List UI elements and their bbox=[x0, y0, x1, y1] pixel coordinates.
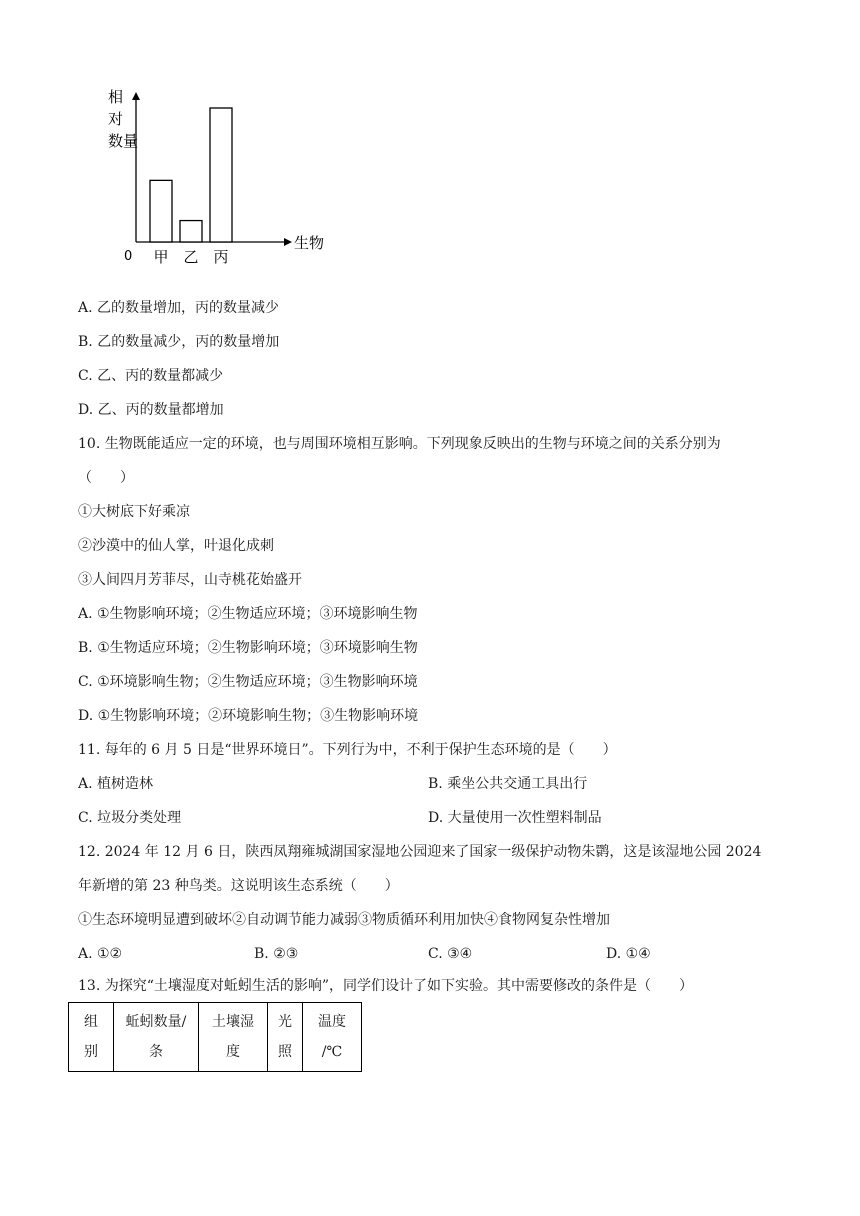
q9-option-c: C. 乙、丙的数量都减少 bbox=[78, 368, 224, 384]
q10-blank: （ ） bbox=[78, 470, 134, 486]
q10-item-3: ③人间四月芳菲尽，山寺桃花始盛开 bbox=[78, 572, 302, 588]
x-axis-arrow bbox=[284, 238, 292, 246]
header-earthworm-count: 蚯蚓数量/ 条 bbox=[114, 1003, 199, 1072]
q9-option-b: B. 乙的数量减少，丙的数量增加 bbox=[78, 334, 280, 350]
q10-item-2: ②沙漠中的仙人掌，叶退化成刺 bbox=[78, 538, 274, 554]
header-light: 光 照 bbox=[268, 1003, 303, 1072]
header-temperature: 温度 /℃ bbox=[303, 1003, 362, 1072]
q12-option-a: A. ①② bbox=[78, 946, 123, 962]
q12-items: ①生态环境明显遭到破坏②自动调节能力减弱③物质循环利用加快④食物网复杂性增加 bbox=[78, 912, 610, 928]
q12-option-b: B. ②③ bbox=[254, 946, 299, 962]
y-axis-arrow bbox=[132, 92, 140, 100]
q10-option-d: D. ①生物影响环境；②环境影响生物；③生物影响环境 bbox=[78, 708, 419, 724]
q9-option-a: A. 乙的数量增加，丙的数量减少 bbox=[78, 300, 280, 316]
x-tick-label-1: 甲 bbox=[153, 248, 169, 266]
q12-option-d: D. ①④ bbox=[606, 946, 651, 962]
bar-3 bbox=[210, 108, 232, 242]
x-tick-label-3: 丙 bbox=[213, 248, 229, 266]
q11-option-d: D. 大量使用一次性塑料制品 bbox=[428, 810, 602, 826]
bar-2 bbox=[180, 221, 202, 242]
x-tick-label-2: 乙 bbox=[183, 248, 199, 266]
q11-stem: 11. 每年的 6 月 5 日是“世界环境日”。下列行为中，不利于保护生态环境的是（ ） bbox=[78, 742, 617, 758]
x-axis-label: 生物 bbox=[294, 234, 325, 252]
bar-1 bbox=[150, 180, 172, 242]
q10-stem: 10. 生物既能适应一定的环境，也与周围环境相互影响。下列现象反映出的生物与环境之间的关系分别为 bbox=[78, 436, 721, 452]
header-group: 组 别 bbox=[69, 1003, 114, 1072]
q11-option-a: A. 植树造林 bbox=[78, 776, 154, 792]
q13-stem: 13. 为探究“土壤湿度对蚯蚓生活的影响”，同学们设计了如下实验。其中需要修改的条件是（ ） bbox=[78, 978, 694, 994]
q10-option-c: C. ①环境影响生物；②生物适应环境；③生物影响环境 bbox=[78, 674, 418, 690]
origin-label: 0 bbox=[124, 249, 133, 264]
q12-stem-line-2: 年新增的第 23 种鸟类。这说明该生态系统（ ） bbox=[78, 878, 399, 894]
q12-stem-line-1: 12. 2024 年 12 月 6 日，陕西凤翔雍城湖国家湿地公园迎来了国家一级保护动物朱鹮，这是该湿地公园 2024 bbox=[78, 844, 762, 860]
q10-item-1: ①大树底下好乘凉 bbox=[78, 504, 190, 520]
q10-option-a: A. ①生物影响环境；②生物适应环境；③环境影响生物 bbox=[78, 606, 418, 622]
q10-option-b: B. ①生物适应环境；②生物影响环境；③环境影响生物 bbox=[78, 640, 418, 656]
bar-chart bbox=[100, 84, 340, 274]
header-soil-moisture: 土壤湿 度 bbox=[199, 1003, 268, 1072]
q9-option-d: D. 乙、丙的数量都增加 bbox=[78, 402, 224, 418]
q12-option-c: C. ③④ bbox=[428, 946, 473, 962]
q11-option-b: B. 乘坐公共交通工具出行 bbox=[428, 776, 588, 792]
experiment-table bbox=[68, 1002, 362, 1072]
q11-option-c: C. 垃圾分类处理 bbox=[78, 810, 182, 826]
y-axis-label: 相对数量 bbox=[108, 88, 139, 150]
table-header-row bbox=[69, 1003, 362, 1072]
